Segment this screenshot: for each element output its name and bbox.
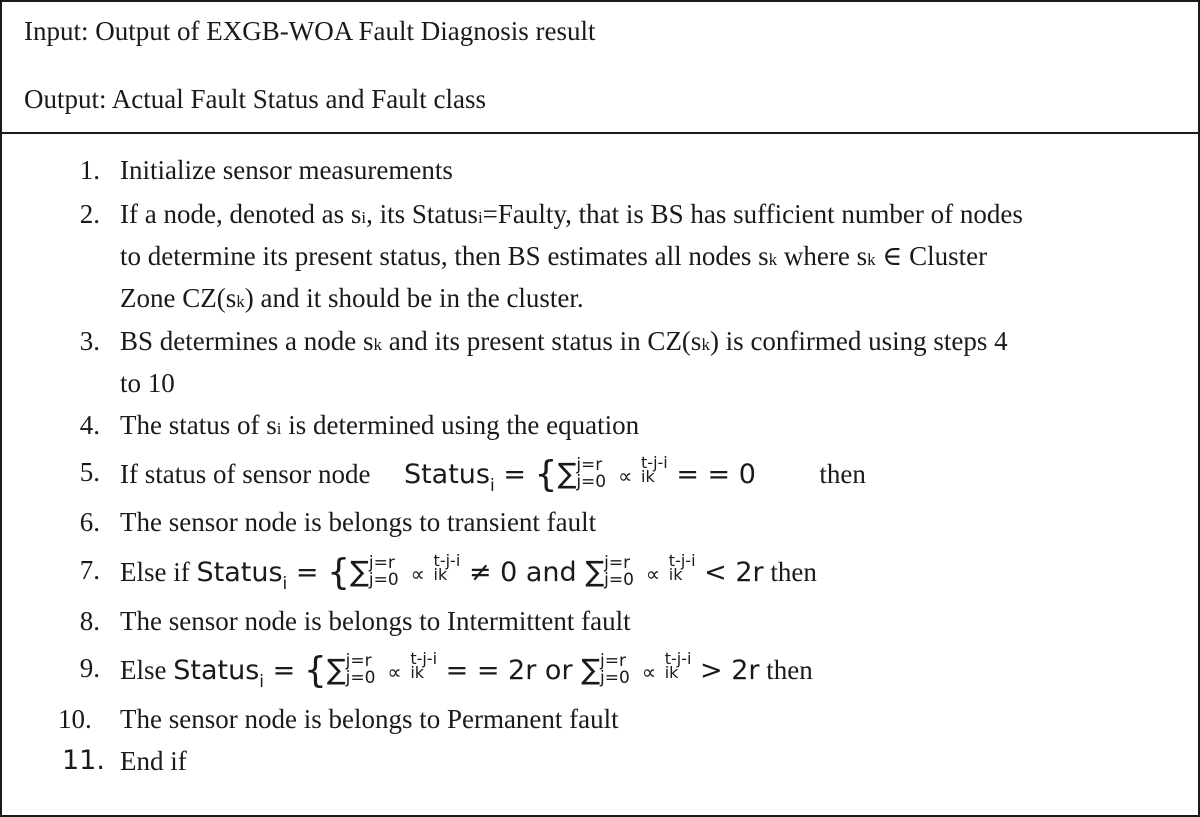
step-text: to 10 — [120, 368, 175, 398]
step-number: 10. — [58, 704, 92, 734]
step-9 — [2, 648, 1198, 692]
step-2-cont-2 — [2, 278, 1198, 318]
step-3-cont — [2, 363, 1198, 403]
step-number: 1. — [79, 155, 100, 185]
step-text: Zone CZ(sk) and it should be in the cluster. — [120, 283, 584, 313]
step-4 — [2, 405, 1198, 445]
step-11 — [2, 741, 1198, 781]
header-divider — [2, 132, 1200, 134]
step-3 — [2, 321, 1198, 361]
step-number: 3. — [79, 326, 100, 356]
step-2-cont-1 — [2, 236, 1198, 276]
step-number: 4. — [79, 410, 100, 440]
status-formula: Status$_i$ = {∑ j=r j=0 ∝ t-j-i ik = = 2r or ∑ j=r j=0 ∝ t-j-i ik > 2r — [173, 648, 760, 692]
step-number: 7. — [79, 555, 100, 585]
step-10 — [2, 699, 1198, 739]
step-text: The sensor node is belongs to transient fault — [120, 507, 597, 537]
step-text: If status of sensor node Status$_i$ = {∑ j=r j=0 ∝ t-j-i ik = = 0 then — [120, 452, 866, 496]
step-text: BS determines a node sk and its present status in CZ(sk) is confirmed using steps 4 — [120, 326, 1008, 356]
step-number: 9. — [79, 653, 100, 683]
step-number: 8. — [79, 606, 100, 636]
output-line: Output: Actual Fault Status and Fault class — [24, 84, 486, 114]
step-number: 2. — [79, 199, 100, 229]
step-number: 5. — [79, 457, 100, 487]
step-1 — [2, 150, 1198, 190]
step-text: Initialize sensor measurements — [120, 155, 453, 185]
step-8 — [2, 601, 1198, 641]
step-text: The sensor node is belongs to Intermittent fault — [120, 606, 631, 636]
step-number: 6. — [79, 507, 100, 537]
step-6 — [2, 502, 1198, 542]
status-formula: Status$_i$ = {∑ j=r j=0 ∝ t-j-i ik ≠ 0 and ∑ j=r j=0 ∝ t-j-i ik < 2r — [196, 550, 764, 594]
step-text: to determine its present status, then BS estimates all nodes sk where sk ∈ Cluster — [120, 241, 988, 271]
step-2 — [2, 194, 1198, 234]
step-5 — [2, 452, 1198, 496]
step-text: Else if Status$_i$ = {∑ j=r j=0 ∝ t-j-i ik ≠ 0 and ∑ j=r j=0 ∝ t-j-i ik < 2r then — [120, 550, 817, 594]
step-text: If a node, denoted as si, its Statusi=Faulty, that is BS has sufficient number of nodes — [120, 199, 1023, 229]
step-number: 11. — [62, 745, 105, 776]
step-text: The sensor node is belongs to Permanent fault — [120, 704, 619, 734]
status-formula: Status$_i$ = {∑ j=r j=0 ∝ t-j-i ik = = 0 — [403, 452, 756, 496]
step-text: The status of si is determined using the equation — [120, 410, 640, 440]
step-7 — [2, 550, 1198, 594]
input-line: Input: Output of EXGB-WOA Fault Diagnosis result — [24, 16, 596, 46]
step-text: End if — [120, 746, 187, 776]
step-text: Else Status$_i$ = {∑ j=r j=0 ∝ t-j-i ik = = 2r or ∑ j=r j=0 ∝ t-j-i ik > 2r then — [120, 648, 813, 692]
